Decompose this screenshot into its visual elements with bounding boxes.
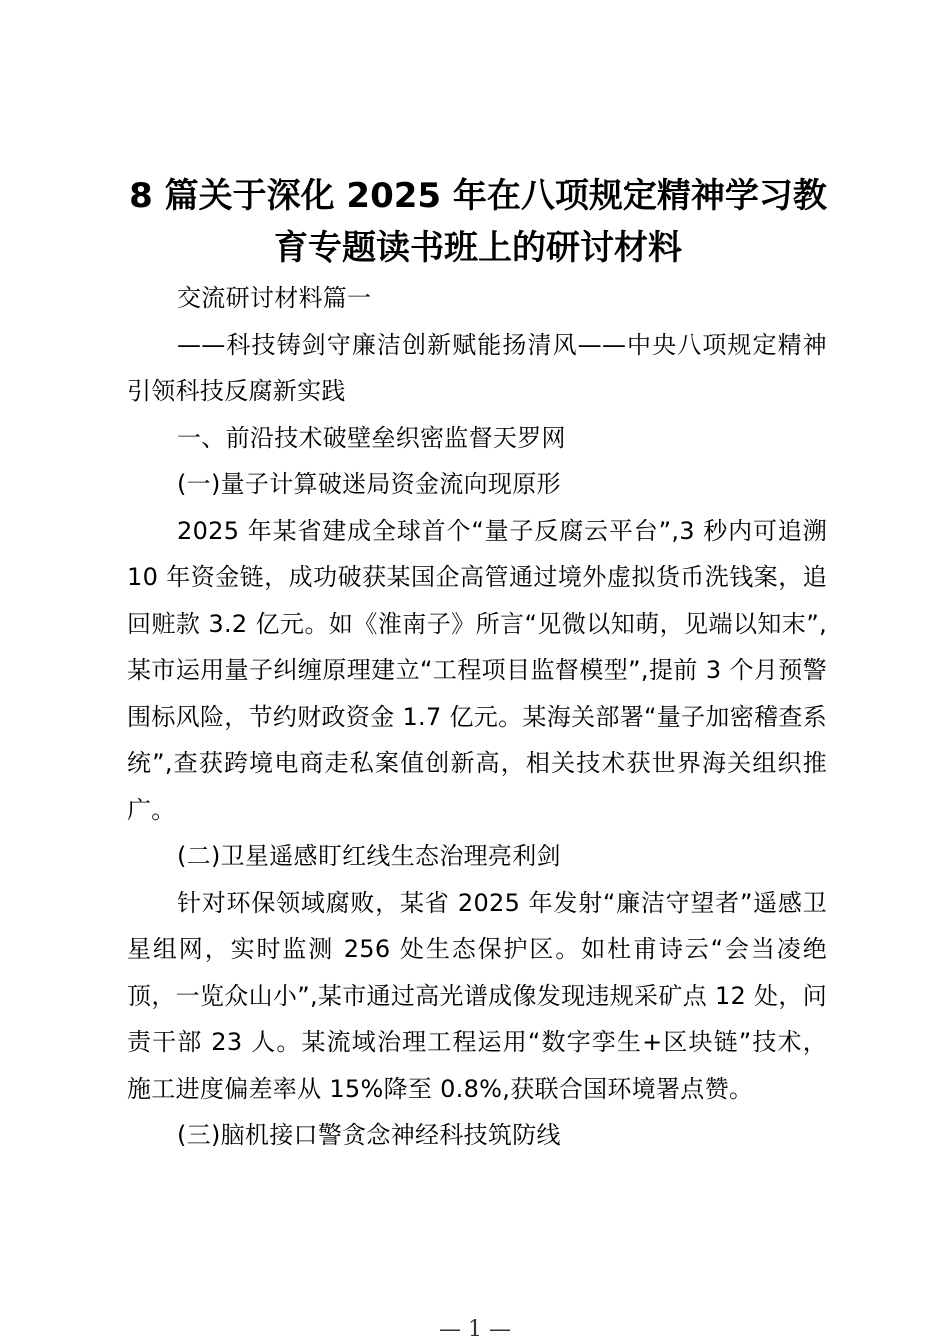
heading-level-2-first: (一)量子计算破迷局资金流向现原形 (177, 470, 561, 498)
heading-level-1: 一、前沿技术破壁垒织密监督天罗网 (177, 423, 566, 452)
page-number: — 1 — (439, 1317, 511, 1342)
heading-level-2-third: (三)脑机接口警贪念神经科技筑防线 (177, 1121, 561, 1149)
paragraph-satellite: 针对环保领域腐败，某省 2025 年发射“廉洁守望者”遥感卫星组网，实时监测 256 处生态保护区。如杜甫诗云“会当凌绝顶，一览众山小”,某市通过高光谱成像发现违规采矿点 12 处，问责干部 23 人。某流域治理工程运用“数字孪生+区块链”技术，施工进度偏差率从 15%降至 0.8%,获联合国环境署点赞。 (127, 888, 827, 1103)
paragraph-section-label: 交流研讨材料篇一 (177, 284, 372, 312)
paragraph-subtitle: ——科技铸剑守廉洁创新赋能扬清风——中央八项规定精神引领科技反腐新实践 (127, 330, 827, 405)
heading-level-2-second: (二)卫星遥感盯红线生态治理亮利剑 (177, 842, 561, 870)
document-body (127, 275, 827, 1159)
document-title: 8 篇关于深化 2025 年在八项规定精神学习教育专题读书班上的研讨材料 (129, 176, 827, 268)
paragraph-quantum: 2025 年某省建成全球首个“量子反腐云平台”,3 秒内可追溯 10 年资金链，成功破获某国企高管通过境外虚拟货币洗钱案，追回赃款 3.2 亿元。如《淮南子》所言“见微以知萌，见端以知末”,某市运用量子纠缠原理建立“工程项目监督模型”,提前 3 个月预警围标风险，节约财政资金 1.7 亿元。某海关部署“量子加密稽查系统”,查获跨境电商走私案值创新高，相关技术获世界海关组织推广。 (127, 516, 827, 824)
